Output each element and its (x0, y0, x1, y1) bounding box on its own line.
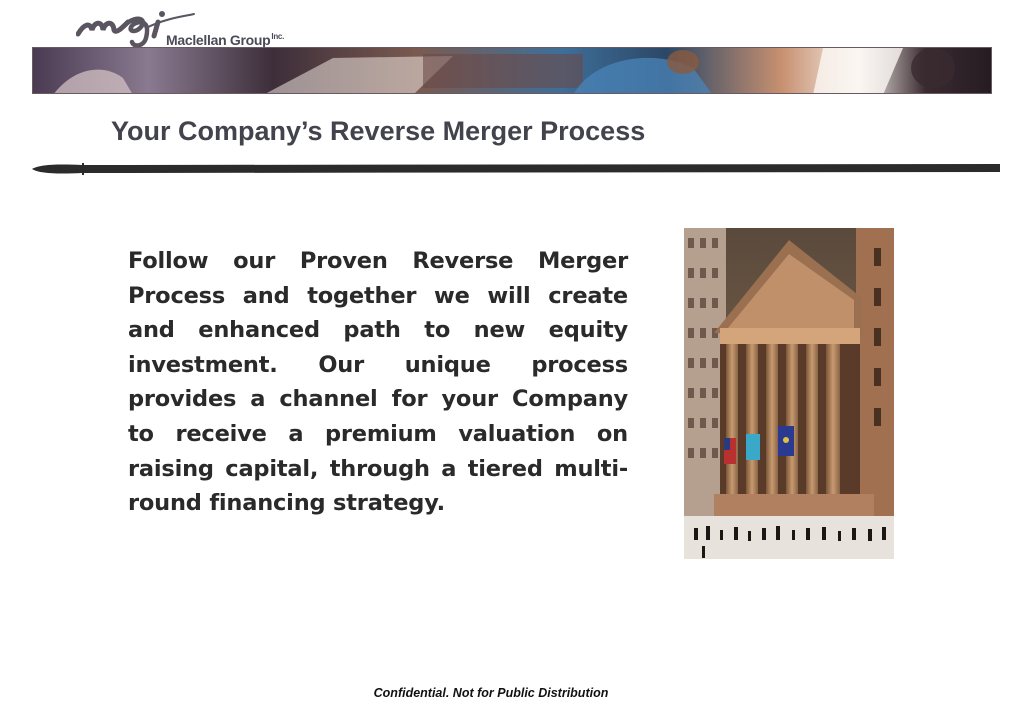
logo-inc-text: Inc. (271, 32, 285, 42)
logo-company-name (166, 32, 284, 48)
title-divider (30, 162, 1002, 176)
header-banner-image (32, 47, 992, 94)
confidential-footer: Confidential. Not for Public Distribution (373, 686, 609, 700)
brush-line-divider-icon (30, 162, 1002, 176)
company-logo (76, 8, 316, 50)
page-title: Your Company’s Reverse Merger Process (111, 116, 646, 146)
stock-exchange-building-icon (684, 228, 894, 559)
body-paragraph: Follow our Proven Reverse Merger Process and together we will create and enhanced path to new equity investment. Our unique process provides a channel for your Company to receive a premium valuation on raising capital, through a tiered multi-round financing strategy. (128, 248, 628, 517)
business-people-banner-icon (33, 48, 992, 94)
logo-company-text: Maclellan Group (166, 32, 271, 48)
stock-exchange-photo (684, 228, 894, 559)
